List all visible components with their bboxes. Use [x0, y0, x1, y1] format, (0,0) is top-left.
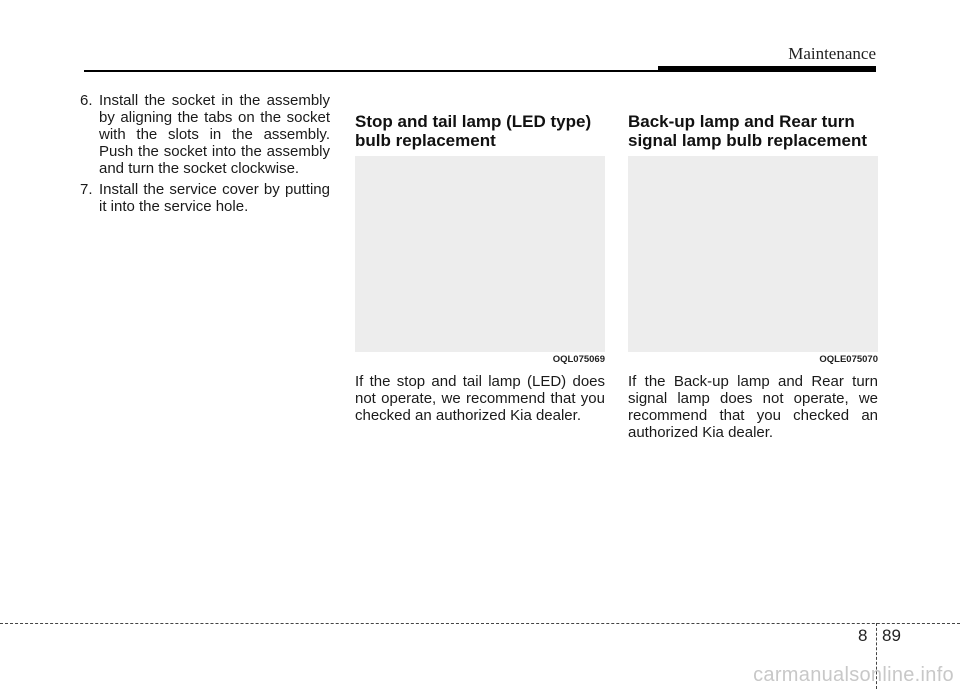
stop-tail-lamp-image: [355, 156, 605, 365]
stop-tail-lamp-text: If the stop and tail lamp (LED) does not operate, we recommend that you checked an authorized Kia dealer.: [355, 373, 605, 424]
middle-column: [355, 112, 605, 424]
step-item: [80, 92, 330, 177]
footer-divider: [0, 623, 960, 624]
header-rule-thick: [658, 66, 876, 72]
header-rule-thin: [84, 70, 660, 72]
backup-lamp-image: [628, 156, 878, 365]
page-number: 89: [882, 626, 901, 645]
step-number: 6.: [80, 92, 93, 109]
watermark: carmanualsonline.info: [753, 664, 954, 686]
chapter-number: 8: [858, 626, 868, 645]
stop-tail-lamp-heading: Stop and tail lamp (LED type) bulb replacement: [355, 112, 592, 150]
left-column: [80, 92, 330, 219]
step-text: Install the socket in the assembly by aligning the tabs on the socket with the slots in the assembly. Push the socket into the assembly and turn the socket clockwise.: [99, 92, 330, 177]
image-code: OQLE075070: [819, 354, 878, 365]
step-list: [80, 92, 330, 215]
step-text: Install the service cover by putting it into the service hole.: [99, 181, 330, 215]
image-code: OQL075069: [552, 354, 605, 365]
section-title: Maintenance: [788, 44, 876, 63]
right-column: [628, 112, 878, 441]
step-item: [80, 181, 330, 215]
backup-lamp-heading: Back-up lamp and Rear turn signal lamp bulb replacement: [628, 112, 868, 150]
backup-lamp-text: If the Back-up lamp and Rear turn signal lamp does not operate, we recommend that you checked an authorized Kia dealer.: [628, 373, 878, 441]
step-number: 7.: [80, 181, 93, 198]
